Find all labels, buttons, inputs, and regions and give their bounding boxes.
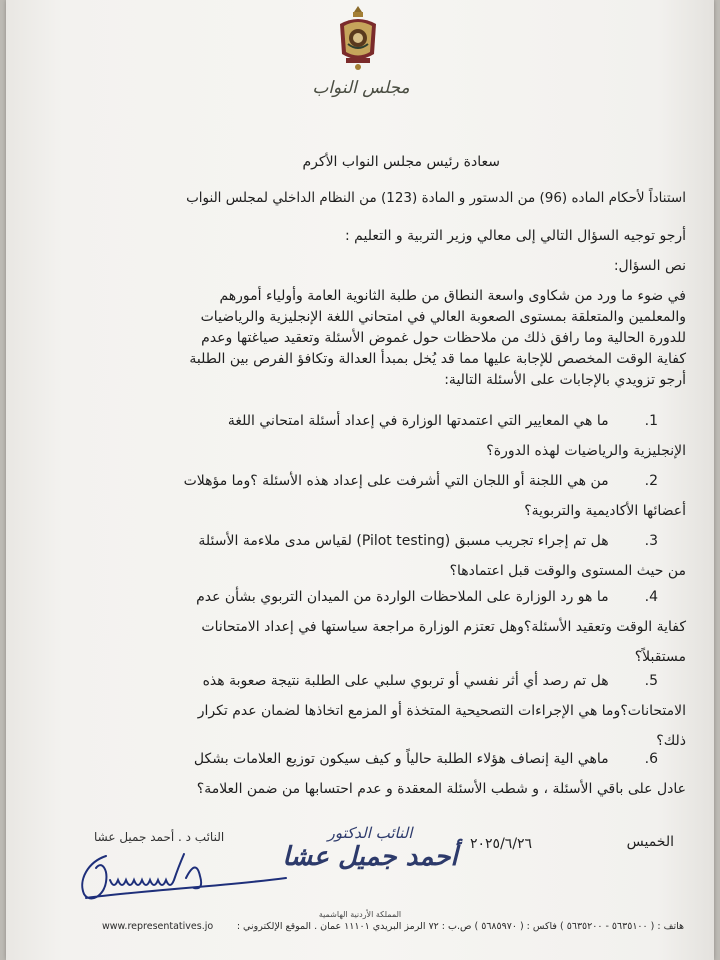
signatory-name: النائب د . أحمد جميل عشا (94, 830, 225, 844)
question-text: ماهي الية إنصاف هؤلاء الطلبة حالياً و كيف سيكون توزيع العلامات بشكل (193, 751, 609, 767)
question-text: من هي اللجنة أو اللجان التي أشرفت على إعداد هذه الأسئلة ؟وما مؤهلات (183, 473, 609, 489)
intro-line: والمعلمين والمتعلقة بمستوى الصعوبة العالي في امتحاني اللغة الإنجليزية والرياضيات (200, 309, 686, 325)
intro-paragraph (18, 286, 686, 391)
question-item (22, 744, 686, 804)
question-text: ما هو رد الوزارة على الملاحظات الواردة من الميدان التربوي بشأن عدم (196, 589, 609, 605)
question-text: هل تم رصد أي أثر نفسي أو تربوي سلبي على الطلبة نتيجة صعوبة هذه (202, 673, 609, 689)
question-number: 2. (644, 473, 658, 489)
question-text: الامتحانات؟وما هي الإجراءات التصحيحية المتخذة أو المزمع اتخاذها لضمان عدم تكرار (197, 703, 686, 719)
footer-website[interactable]: www.representatives.jo (102, 921, 214, 932)
question-label: نص السؤال: (613, 258, 686, 274)
question-text: هل تم إجراء تجريب مسبق (Pilot testing) لقياس مدى ملاءمة الأسئلة (198, 533, 609, 549)
question-text: من حيث المستوى والوقت قبل اعتمادها؟ (449, 563, 686, 579)
stamp-name: أحمد جميل عشا (282, 842, 458, 872)
constitutional-reference: استناداً لأحكام الماده (96) من الدستور و المادة (123) من النظام الداخلي لمجلس النواب (186, 190, 686, 206)
question-number: 1. (644, 413, 658, 429)
intro-line: في ضوء ما ورد من شكاوى واسعة النطاق من طلبة الثانوية العامة وأولياء أمورهم (219, 288, 686, 304)
question-number: 6. (644, 751, 658, 767)
question-text: ما هي المعايير التي اعتمدتها الوزارة في إعداد أسئلة امتحاني اللغة (227, 413, 609, 429)
question-item (22, 582, 686, 672)
question-item (22, 466, 686, 526)
question-text: كفاية الوقت وتعقيد الأسئلة؟وهل تعتزم الوزارة مراجعة سياستها في إعداد الامتحانات (201, 619, 686, 635)
question-text: أعضائها الأكاديمية والتربوية؟ (524, 503, 686, 519)
question-text: عادل على باقي الأسئلة ، و شطب الأسئلة المعقدة و عدم احتسابها من ضمن العلامة؟ (196, 781, 686, 797)
closing-day: الخميس (626, 834, 674, 850)
request-line: أرجو توجيه السؤال التالي إلى معالي وزير التربية و التعليم : (344, 228, 686, 244)
intro-line: أرجو تزويدي بالإجابات على الأسئلة التالية: (444, 372, 686, 388)
question-number: 4. (644, 589, 658, 605)
letterhead-council-name: مجلس النواب (312, 78, 410, 98)
salutation: سعادة رئيس مجلس النواب الأكرم (302, 154, 500, 170)
footer-institution: المملكة الأردنية الهاشمية (318, 910, 402, 919)
question-item (22, 406, 686, 466)
name-stamp (270, 824, 470, 872)
stamp-title: النائب الدكتور (327, 824, 413, 842)
closing-date: ٢٠٢٥/٦/٢٦ (470, 836, 533, 852)
jordan-emblem-icon (334, 4, 382, 72)
question-number: 5. (644, 673, 658, 689)
intro-line: كفاية الوقت المخصص للإجابة عليها مما قد يُخل بمبدأ العدالة وتكافؤ الفرص بين الطلبة (189, 351, 686, 367)
question-text: مستقبلاً؟ (634, 649, 686, 665)
question-item (22, 666, 686, 756)
footer-contact: هاتف : ( ٥٦٣٥١٠٠ - ٥٦٣٥٢٠٠ ) فاكس : ( ٥٦٨٥٩٧٠ ) ص.ب : ٧٢ الرمز البريدي ١١١٠١ عمان . الموقع الإلكتروني : (236, 921, 684, 932)
question-item (22, 526, 686, 586)
question-text: ذلك؟ (656, 733, 686, 749)
intro-line: للدورة الحالية وما رافق ذلك من ملاحظات حول غموض الأسئلة وتعقيد صياغتها وعدم (201, 330, 686, 346)
letter-sheet (6, 0, 714, 960)
question-number: 3. (644, 533, 658, 549)
handwritten-signature-icon (66, 838, 296, 908)
question-text: الإنجليزية والرياضيات لهذه الدورة؟ (486, 443, 686, 459)
